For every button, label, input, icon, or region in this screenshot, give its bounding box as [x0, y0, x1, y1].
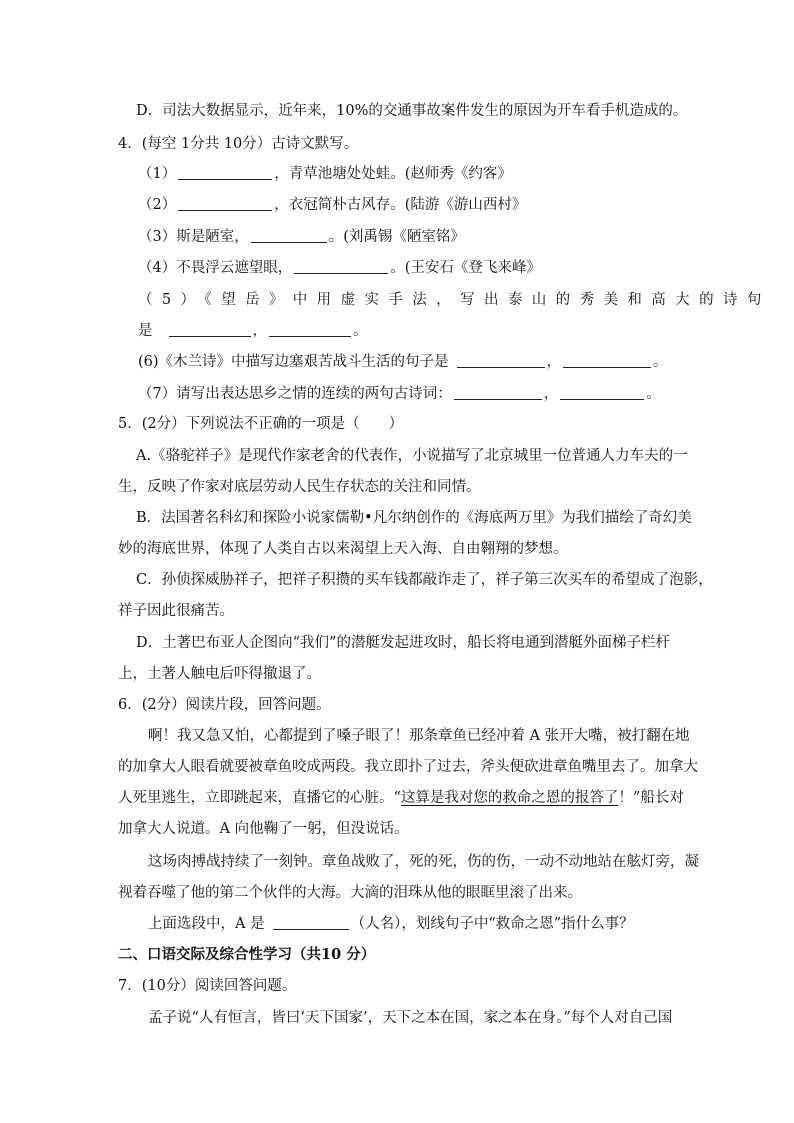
answer-blank[interactable] — [563, 353, 651, 368]
q6-title: 6．(2分）阅读片段，回答问题。 — [118, 697, 331, 713]
q5-option-b-cont: 妙的海底世界，体现了人类自古以来渴望上天入海、自由翱翔的梦想。 — [118, 541, 568, 557]
q4-item-6: (6)《木兰诗》中描写边塞艰苦战斗生活的句子是 ， 。 — [138, 354, 668, 370]
underlined-sentence: 这算是我对您的救命之恩的报答了 — [400, 790, 619, 806]
q6-passage-line: 这场肉搏战持续了一刻钟。章鱼战败了，死的死，伤的伤，一动不动地站在舷灯旁，凝 — [148, 854, 699, 870]
q5-option-d-cont: 上，土著人触电后吓得撤退了。 — [118, 666, 321, 682]
q4-item-5-line-2: 是 ， 。 — [138, 323, 368, 339]
answer-blank[interactable] — [294, 259, 388, 274]
q6-passage-line: 加拿大人说道。A 向他鞠了一躬，但没说话。 — [118, 821, 409, 837]
q5-option-c-cont: 祥子因此很痛苦。 — [118, 603, 234, 619]
q5-option-a-cont: 生，反映了作家对底层劳动人民生存状态的关注和同情。 — [118, 479, 481, 495]
answer-blank[interactable] — [169, 322, 251, 337]
answer-blank[interactable] — [178, 165, 272, 180]
q6-passage-line: 的加拿大人眼看就要被章鱼咬成两段。我立即扑了过去，斧头便砍进章鱼嘴里去了。加拿大 — [118, 759, 698, 775]
q6-question: 上面选段中，A 是 （人名），划线句子中“救命之恩”指什么事？ — [148, 916, 634, 932]
q4-item-4: （4）不畏浮云遮望眼， 。(王安石《登飞来峰》 — [138, 260, 541, 276]
q7-title: 7．(10分）阅读回答问题。 — [118, 978, 297, 994]
q4-item-1: （1） ，青草池塘处处蛙。(赵师秀《约客》 — [138, 166, 512, 182]
answer-blank[interactable] — [269, 322, 351, 337]
q4-title: 4．(每空 1分共 10分）古诗文默写。 — [118, 136, 359, 152]
answer-blank[interactable] — [273, 915, 349, 930]
q6-passage-line: 啊！我又急又怕，心都提到了嗓子眼了！那条章鱼已经冲着 A 张开大嘴，被打翻在地 — [148, 728, 690, 744]
answer-blank[interactable] — [457, 353, 545, 368]
section-2-heading: 二、口语交际及综合性学习（共10 分） — [118, 946, 376, 963]
answer-blank[interactable] — [178, 196, 272, 211]
answer-blank[interactable] — [251, 228, 327, 243]
q6-passage-line: 人死里逃生，立即跳起来，直播它的心脏。“这算是我对您的救命之恩的报答了！”船长对 — [118, 790, 684, 806]
q5-option-b: B．法国著名科幻和探险小说家儒勒•凡尔纳创作的《海底两万里》为我们描绘了奇幻美 — [136, 510, 692, 526]
q4-item-2: （2） ，衣冠简朴古风存。(陆游《游山西村》 — [138, 197, 527, 213]
q4-item-5-line-1: （5）《望岳》中用虚实手法，写出泰山的秀美和高大的诗句 — [138, 292, 771, 308]
answer-blank[interactable] — [560, 385, 644, 400]
q4-item-7: （7）请写出表达思乡之情的连续的两句古诗词： ， 。 — [138, 386, 661, 402]
q5-title: 5．(2分）下列说法不正确的一项是（ ） — [118, 416, 404, 432]
q5-option-d: D．土著巴布亚人企图向“我们”的潜艇发起进攻时，船长将电通到潜艇外面梯子栏杆 — [136, 635, 670, 651]
q5-option-c: C．孙侦探威胁祥子，把祥子积攒的买车钱都敲诈走了，祥子第三次买车的希望成了泡影， — [136, 572, 713, 588]
q5-option-a: A.《骆驼祥子》是现代作家老舍的代表作，小说描写了北京城里一位普通人力车夫的一 — [136, 448, 688, 464]
answer-blank[interactable] — [454, 385, 542, 400]
q4-item-3: （3）斯是陋室， 。(刘禹锡《陋室铭》 — [138, 229, 465, 245]
q3-option-d: D．司法大数据显示，近年来，10%的交通事故案件发生的原因为开车看手机造成的。 — [136, 103, 688, 119]
q7-passage-line: 孟子说“人有恒言，皆曰‘天下国家’，天下之本在国，家之本在身。”每个人对自己国 — [148, 1010, 673, 1026]
q6-passage-line: 视着吞噬了他的第二个伙伴的大海。大滴的泪珠从他的眼眶里滚了出来。 — [118, 885, 582, 901]
